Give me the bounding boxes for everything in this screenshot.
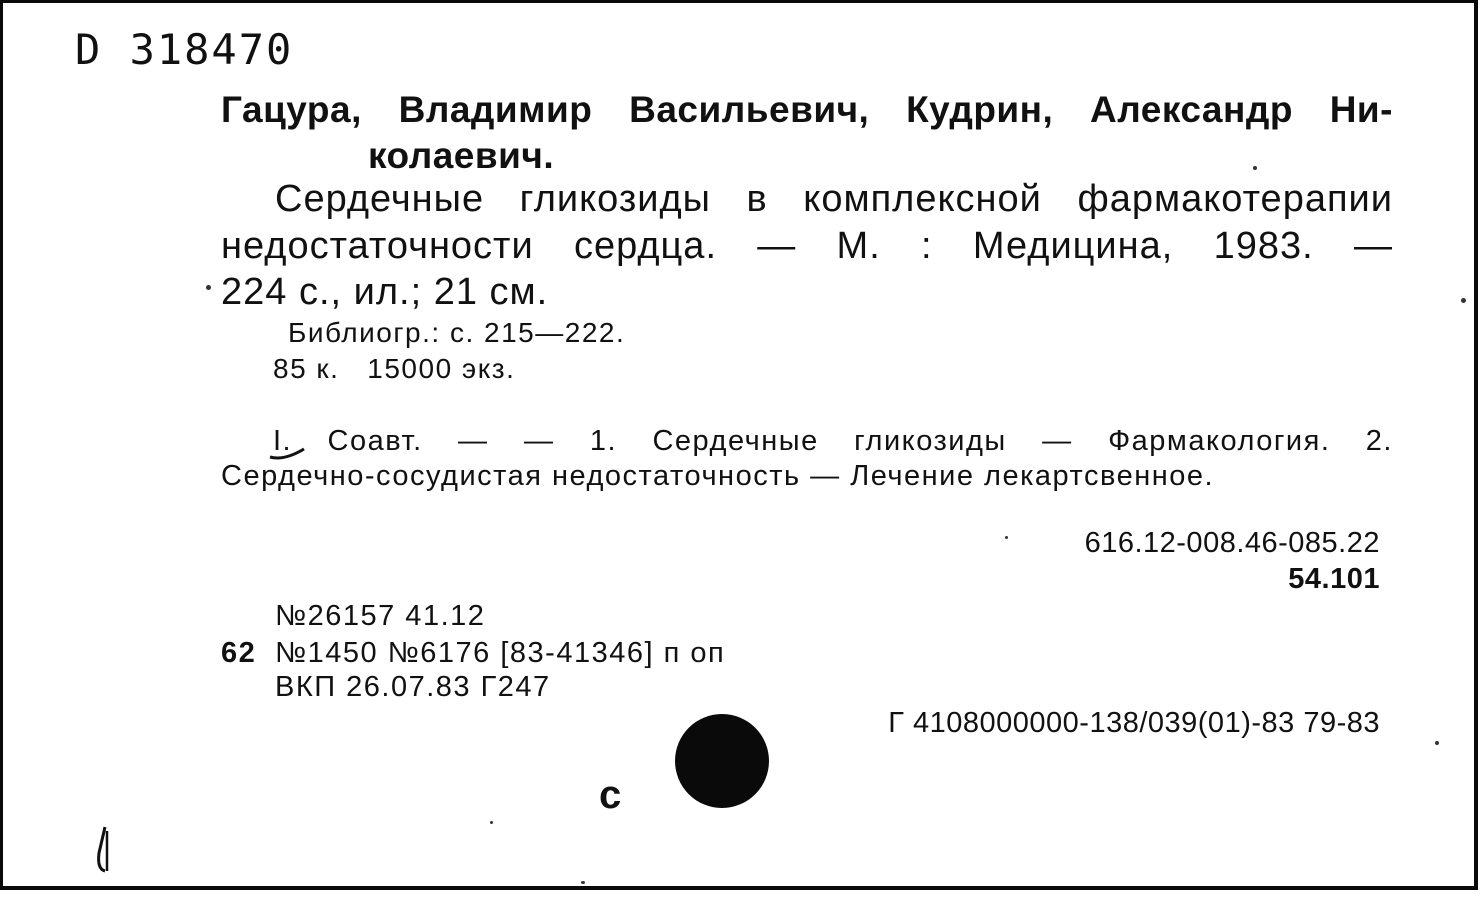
paper-speck xyxy=(206,285,211,290)
paper-speck xyxy=(1461,298,1466,303)
paper-speck xyxy=(581,881,585,884)
udc-classification: 616.12-008.46-085.22 xyxy=(1084,527,1380,559)
registration-prefix: 62 xyxy=(221,637,257,669)
price-and-print-run: 85 к. 15000 экз. xyxy=(273,353,516,384)
subject-headings-line-2: Сердечно-сосудистая недостаточность — Лечение лекартсвенное. xyxy=(221,460,1215,492)
paper-speck xyxy=(1005,536,1008,539)
registration-line-1: №26157 41.12 xyxy=(275,600,486,632)
authors-line-2: колаевич. xyxy=(368,135,555,176)
handwritten-tick-mark xyxy=(93,825,117,875)
title-line-3: 224 с., ил.; 21 см. xyxy=(221,271,549,313)
handwritten-underline-mark xyxy=(268,443,308,463)
paper-speck xyxy=(1435,741,1439,745)
registration-line-3: ВКП 26.07.83 Г247 xyxy=(275,671,551,703)
punched-hole-mark xyxy=(675,714,769,808)
subject-headings-line-1: I. Соавт. — — 1. Сердечные гликозиды — Фармакология. 2. xyxy=(273,425,1393,457)
call-number: D 318470 xyxy=(75,25,294,74)
copyright-mark: c xyxy=(599,773,622,817)
paper-speck xyxy=(490,821,493,824)
paper-speck xyxy=(1253,166,1257,170)
registration-line-2: №1450 №6176 [83-41346] п оп xyxy=(275,637,726,669)
authors-line-1: Гацура, Владимир Васильевич, Кудрин, Александр Ни- xyxy=(221,89,1393,130)
title-line-1: Сердечные гликозиды в комплексной фармакотерапии xyxy=(275,178,1393,220)
title-line-2: недостаточности сердца. — М. : Медицина, 1983. — xyxy=(221,225,1393,267)
bbk-classification: 54.101 xyxy=(1288,563,1380,595)
bibliography-note: Библиогр.: с. 215—222. xyxy=(288,317,626,348)
publisher-index-code: Г 4108000000-138/039(01)-83 79-83 xyxy=(888,707,1380,739)
